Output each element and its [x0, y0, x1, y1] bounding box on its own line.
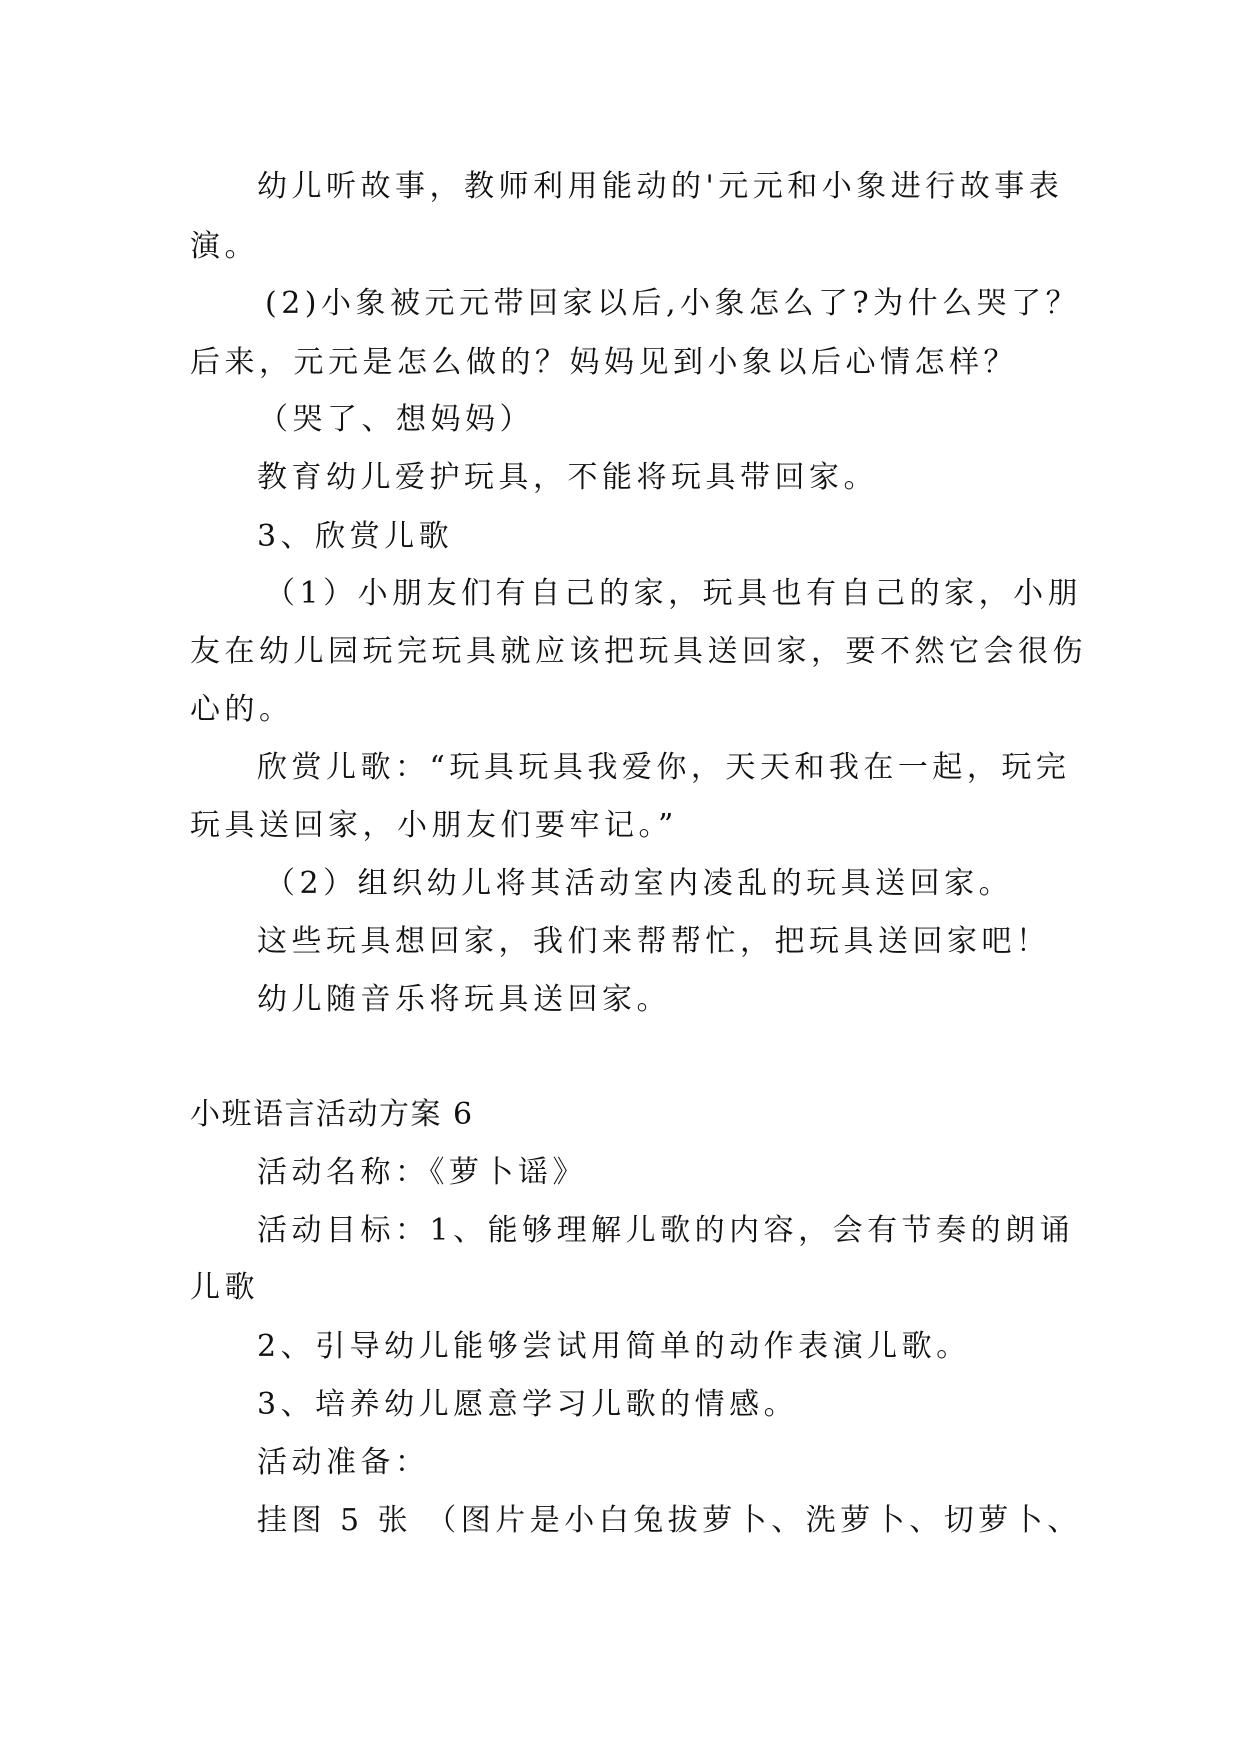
paragraph-line: （1）小朋友们有自己的家，玩具也有自己的家，小朋: [265, 576, 1083, 611]
paragraph-line: 活动名称：《萝卜谣》: [257, 1155, 587, 1190]
step-heading: 3、欣赏儿歌: [257, 519, 454, 554]
paragraph-line: 3、培养幼儿愿意学习儿歌的情感。: [257, 1387, 799, 1422]
paragraph-line: 儿歌: [190, 1270, 259, 1305]
paragraph-line: 幼儿听故事，教师利用能动的'元元和小象进行故事表: [257, 169, 1064, 204]
paragraph-line: 演。: [190, 229, 259, 264]
paragraph-line: （哭了、想妈妈）: [258, 402, 534, 437]
paragraph-line: 这些玩具想回家，我们来帮帮忙，把玩具送回家吧！: [257, 924, 1051, 959]
paragraph-line: 幼儿随音乐将玩具送回家。: [257, 982, 671, 1017]
paragraph-line: 教育幼儿爱护玩具，不能将玩具带回家。: [257, 460, 878, 495]
paragraph-line: 友在幼儿园玩完玩具就应该把玩具送回家，要不然它会很伤: [190, 634, 1087, 669]
paragraph-line: （2）组织幼儿将其活动室内凌乱的玩具送回家。: [265, 866, 1014, 901]
paragraph-line: 心的。: [190, 692, 294, 727]
section-title: 小班语言活动方案 6: [190, 1097, 474, 1132]
paragraph-line: 玩具送回家，小朋友们要牢记。”: [190, 808, 678, 843]
paragraph-line: 2、引导幼儿能够尝试用简单的动作表演儿歌。: [257, 1329, 971, 1364]
paragraph-line: 活动目标：1、能够理解儿歌的内容，会有节奏的朗诵: [257, 1213, 1075, 1248]
paragraph-line: 活动准备：: [257, 1445, 430, 1480]
paragraph-line: (2)小象被元元带回家以后,小象怎么了?为什么哭了？: [265, 286, 1081, 321]
paragraph-line: 挂图 5 张 （图片是小白兔拔萝卜、洗萝卜、切萝卜、: [257, 1503, 1082, 1538]
paragraph-line: 后来，元元是怎么做的？妈妈见到小象以后心情怎样？: [190, 345, 1018, 380]
paragraph-line: 欣赏儿歌：“玩具玩具我爱你，天天和我在一起，玩完: [257, 750, 1071, 785]
